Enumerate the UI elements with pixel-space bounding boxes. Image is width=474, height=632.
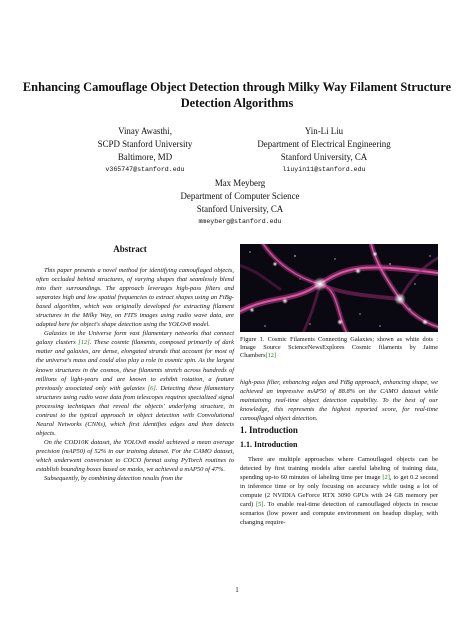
author-block-3 <box>140 177 340 228</box>
abstract-continuation: high-pass filter, enhancing edges and FtBg approach, enhancing shape, we achieved an impressive mAP50 of 88.8% on the CAMO dataset while maintaining real-time object detection capability. To the best of our knowledge, this represents the highest reported score, for real-time camouflaged object detection. <box>240 379 438 423</box>
abstract-paragraph-3: On the COD10K dataset, the YOLOv8 model achieved a mean average precision (mAP50) of 52% in our training dataset. For the CAMO dataset, which underwent conversion to COCO format using PyTorch routines to establish bounding boxes based on masks, we achieved a mAP50 of 47%. <box>36 438 234 474</box>
author-block-2 <box>214 125 434 176</box>
author-affiliation: Department of Electrical Engineering <box>257 139 391 149</box>
page-number: 1 <box>235 586 239 594</box>
abstract-body <box>36 266 234 483</box>
abstract-paragraph-2: Galaxies in the Universe form vast filamentary networks that connect galaxy clusters [12]. These cosmic filaments, composed primarily of dark matter and galaxies, are dense, elongated strands that account for most of the universe's mass and could also play a role in cosmic spin. As the largest known structures in the cosmos, these filaments stretch across hundreds of millions of light-years and are known to exhibit rotation, a feature previously associated only with galaxies [6]. Detecting these filamentary structures using radio wave data from telescopes requires specialized signal processing techniques that reveal the objects' underlying structure, in contrast to the typical approach in object detection with Convolutional Neural Networks (CNNs), which first identifies edges and then detects objects. <box>36 330 234 437</box>
citation-link[interactable]: [6] <box>147 384 156 392</box>
author-block-1 <box>60 125 230 176</box>
subsection-heading: 1.1. Introduction <box>240 440 298 449</box>
citation-link[interactable]: [5] <box>255 501 264 509</box>
author-name: Yin-Li Liu <box>304 126 344 136</box>
abstract-paragraph-1: This paper presents a novel method for identifying camouflaged objects, often occluded behind structures, of varying shapes that seamlessly blend into their surroundings. The approach leverages high-pass filters and separates high and low spatial frequencies to extract shapes using an FtBg-based algorithm, which was originally developed for extracting filament structures in the Milky Way, on FITS images using radio wave data, are adapted here for object's shape detection using the YOLOv8 model. <box>36 267 234 329</box>
abstract-paragraph-4: Subsequently, by combining detection results from the <box>44 475 183 483</box>
author-name: Vinay Awasthi, <box>118 126 172 136</box>
author-name: Max Meyberg <box>214 178 266 188</box>
author-email[interactable]: v365747@stanford.edu <box>105 166 185 173</box>
author-affiliation: SCPD Stanford University <box>97 139 193 149</box>
section-heading: 1. Introduction <box>240 425 298 435</box>
citation-link[interactable]: [2] <box>382 474 390 482</box>
cosmic-filaments-figure <box>240 244 438 332</box>
cosmic-filaments-image <box>240 244 438 332</box>
introduction-body <box>240 455 438 527</box>
citation-link[interactable]: [12] <box>265 352 277 360</box>
author-email[interactable]: liuyin11@stanford.edu <box>282 166 366 173</box>
author-location: Stanford University, CA <box>196 204 284 214</box>
abstract-heading: Abstract <box>113 244 147 254</box>
figure-caption: Figure 1. Cosmic Filaments Connecting Galaxies; shown as white dots : Image Source ScienceNewsExplores Cosmic filaments by Jaime Chambers[12] <box>240 336 438 360</box>
author-location: Stanford University, CA <box>280 152 368 162</box>
author-email[interactable]: mmeyberg@stanford.edu <box>198 218 282 225</box>
paper-title: Enhancing Camouflage Object Detection through Milky Way Filament Structure Detection Algorithms <box>22 80 452 110</box>
citation-link[interactable]: [12] <box>78 339 90 347</box>
author-location: Baltimore, MD <box>117 152 173 162</box>
introduction-paragraph-1: There are multiple approaches where Camouflaged objects can be detected by first training models after careful labeling of training data, spending up-to 60 minutes of labeling time per image [2], to get 0.2 second in inference time or by only focusing on accuracy while using a lot of compute (2 NVIDIA GeForce RTX 3090 GPUs with 24 GB memory per card) [5]. To enable real-time detection of camouflaged objects in rescue scenarios (low power and compute environment on headup display, with changing require- <box>240 456 438 527</box>
author-affiliation: Department of Computer Science <box>180 191 300 201</box>
